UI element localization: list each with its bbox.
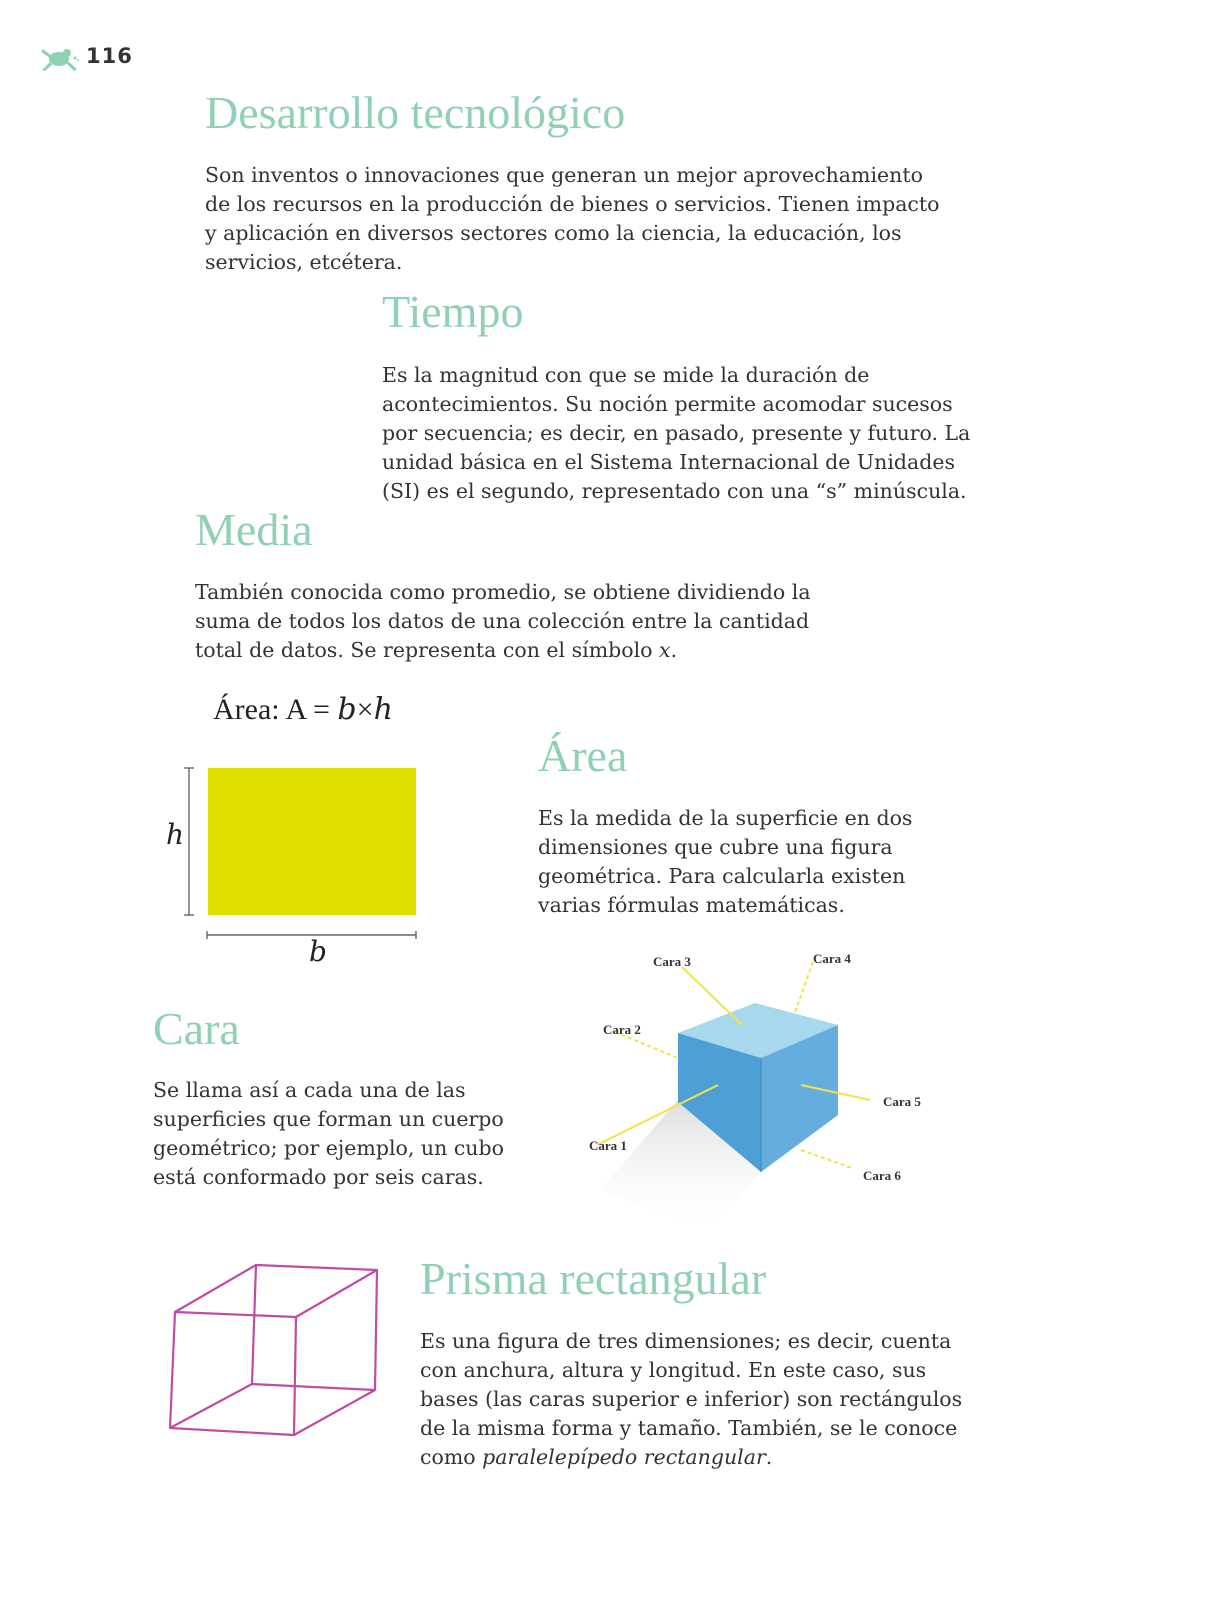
area-title: Área [538,730,628,781]
cara-paragraph [153,1076,504,1192]
tiempo-line: (SI) es el segundo, representado con una “s” minúscula. [382,479,967,503]
tiempo-line: acontecimientos. Su noción permite acomodar sucesos [382,392,953,416]
area-line: varias fórmulas matemáticas. [538,893,845,917]
tiempo-line: unidad básica en el Sistema Internacional de Unidades [382,450,956,474]
area-rectangle-figure [160,765,430,975]
prisma-line [420,1443,962,1472]
cara-line: superficies que forman un cuerpo [153,1107,504,1131]
media-line-end: . [670,638,678,662]
prisma-line: con anchura, altura y longitud. En este caso, sus [420,1358,927,1382]
media-line: suma de todos los datos de una colección entre la cantidad [195,609,810,633]
desarrollo-line: de los recursos en la producción de bienes o servicios. Tienen impacto [205,192,940,216]
formula-lhs: A = [285,693,330,726]
prisma-line: Es una figura de tres dimensiones; es decir, cuenta [420,1329,952,1353]
media-line-text: total de datos. Se representa con el símbolo [195,638,660,662]
area-formula [213,692,393,727]
formula-base: b [337,692,357,727]
prisma-line-suffix: . [765,1445,773,1469]
base-label: b [309,935,327,968]
cube-label-cara-2: Cara 2 [603,1022,641,1037]
area-line: Es la medida de la superficie en dos [538,806,913,830]
frog-icon [38,44,80,74]
tiempo-paragraph [382,361,970,506]
cube-label-cara-1: Cara 1 [589,1138,627,1153]
media-line [195,636,811,665]
tiempo-title: Tiempo [382,286,524,337]
prisma-line-prefix: como [420,1445,483,1469]
formula-label: Área: [213,693,280,726]
area-line: dimensiones que cubre una figura [538,835,893,859]
media-title: Media [195,504,313,555]
desarrollo-line: y aplicación en diversos sectores como la ciencia, la educación, los [205,221,902,245]
prism-wireframe [160,1260,390,1450]
media-line: También conocida como promedio, se obtiene dividiendo la [195,580,811,604]
tiempo-line: por secuencia; es decir, en pasado, presente y futuro. La [382,421,971,445]
cara-title: Cara [153,1003,240,1054]
page-number: 116 [86,44,133,68]
prisma-line: bases (las caras superior e inferior) son rectángulos [420,1387,963,1411]
area-line: geométrica. Para calcularla existen [538,864,906,888]
prisma-italic-term: paralelepípedo rectangular [482,1445,766,1469]
height-label: h [166,818,185,851]
prisma-line: de la misma forma y tamaño. También, se le conoce [420,1416,958,1440]
prisma-title: Prisma rectangular [420,1253,767,1304]
formula-times: × [356,693,374,726]
formula-height: h [373,692,393,727]
cara-line: geométrico; por ejemplo, un cubo [153,1136,504,1160]
cube-label-cara-5: Cara 5 [883,1094,921,1109]
desarrollo-line: servicios, etcétera. [205,250,403,274]
cube-label-cara-4: Cara 4 [813,951,851,966]
area-rectangle [208,768,416,915]
mean-symbol: x [659,638,671,662]
cube-figure [560,940,940,1240]
tiempo-line: Es la magnitud con que se mide la duración de [382,363,870,387]
desarrollo-title: Desarrollo tecnológico [205,87,626,138]
desarrollo-paragraph [205,161,940,277]
cube-label-cara-3: Cara 3 [653,954,691,969]
cara-line: Se llama así a cada una de las [153,1078,466,1102]
prisma-paragraph [420,1327,962,1472]
area-paragraph [538,804,912,920]
desarrollo-line: Son inventos o innovaciones que generan un mejor aprovechamiento [205,163,923,187]
cube-label-cara-6: Cara 6 [863,1168,901,1183]
media-paragraph [195,578,811,665]
cara-line: está conformado por seis caras. [153,1165,484,1189]
